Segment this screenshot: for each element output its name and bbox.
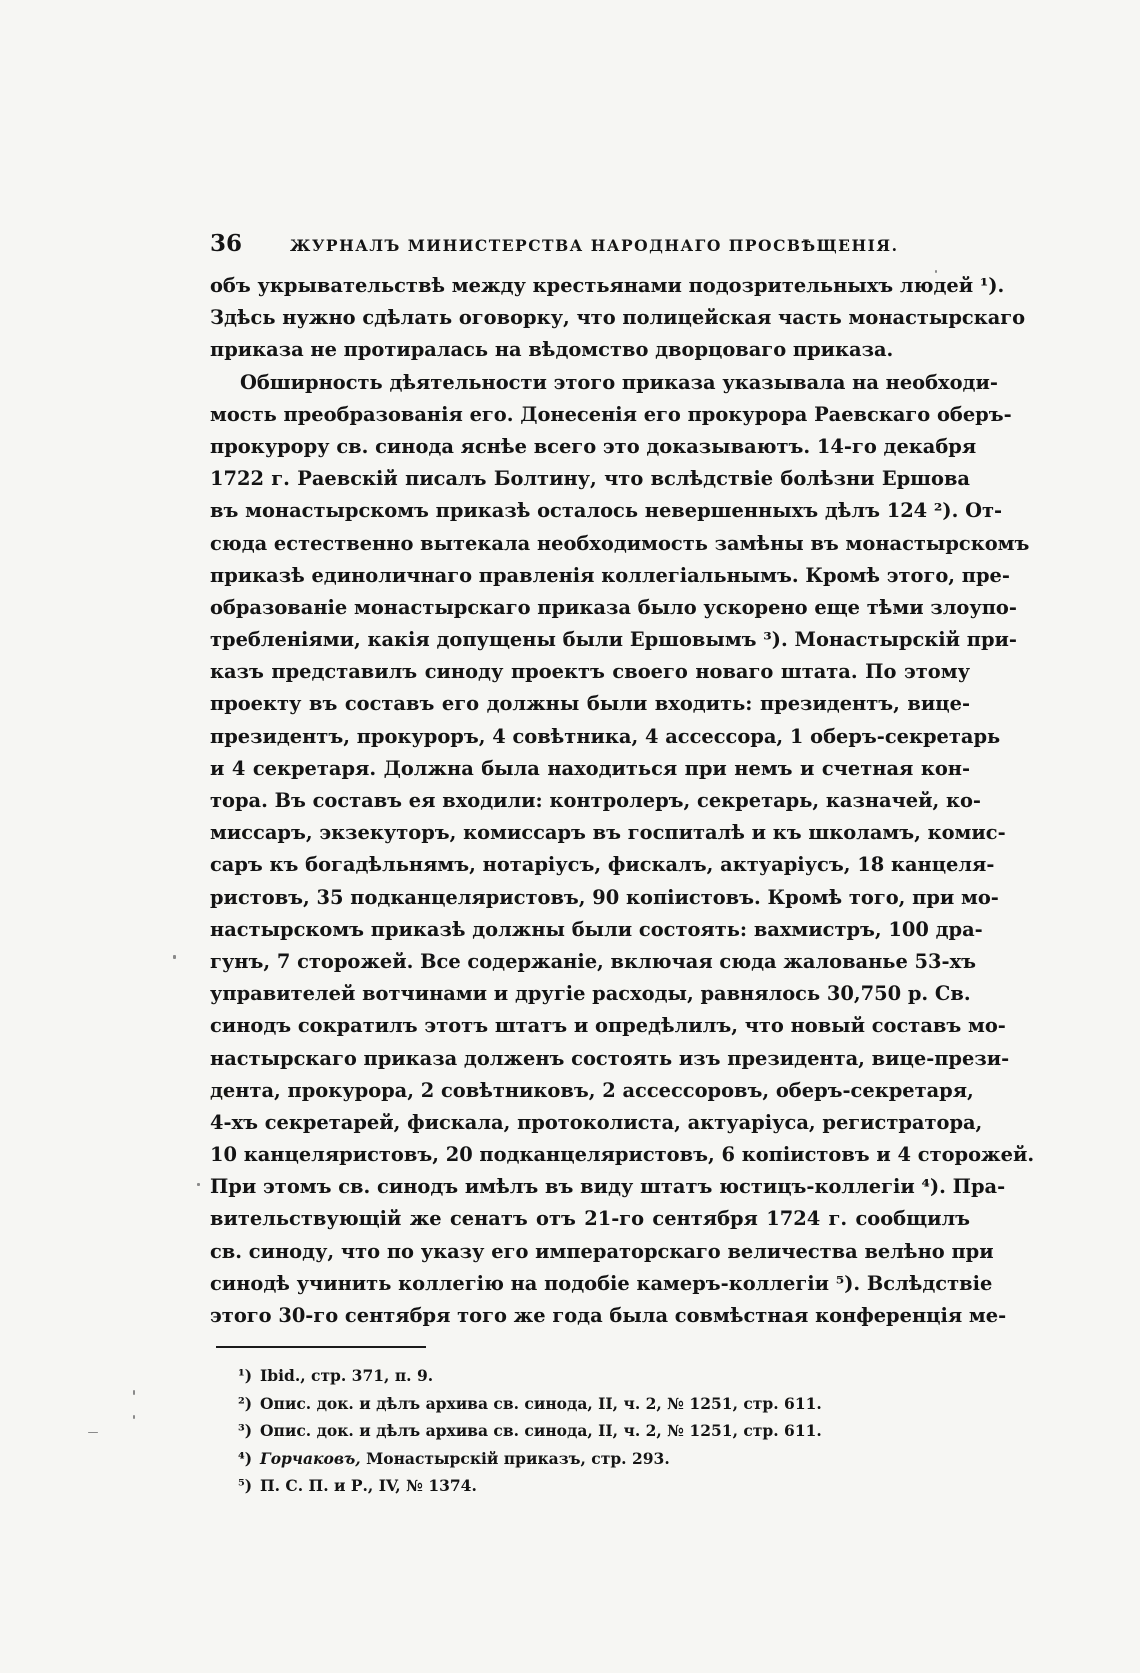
text-line: сюда естественно вытекала необходимость замѣны въ монастырскомъ xyxy=(210,531,1030,555)
text-line: саръ къ богадѣльнямъ, нотаріусъ, фискалъ, актуаріусъ, 18 канцеля- xyxy=(210,853,995,877)
text-line: настырскаго приказа долженъ состоять изъ президента, вице-прези- xyxy=(210,1046,1010,1070)
scan-speck xyxy=(935,270,937,273)
text-line: управителей вотчинами и другіе расходы, равнялось 30,750 р. Св. xyxy=(210,982,971,1006)
scan-speck xyxy=(197,1183,200,1186)
text-line: Обширность дѣятельности этого приказа указывала на необходи- xyxy=(240,370,998,394)
footnote-text: Опис. док. и дѣлъ архива св. синода, II, ч. 2, № 1251, стр. 611. xyxy=(260,1393,822,1413)
text-line: образованіе монастырскаго приказа было ускорено еще тѣми злоупо- xyxy=(210,595,1017,619)
text-line: мость преобразованія его. Донесенія его прокурора Раевскаго оберъ- xyxy=(210,402,1012,426)
footnote-author: Горчаковъ, xyxy=(260,1448,361,1468)
footnote xyxy=(238,1362,970,1390)
text-line: въ монастырскомъ приказѣ осталось невершенныхъ дѣлъ 124 ²). От- xyxy=(210,499,1003,523)
text-line: казъ представилъ синоду проектъ своего новаго штата. По этому xyxy=(210,660,970,684)
text-line: президентъ, прокуроръ, 4 совѣтника, 4 ассессора, 1 оберъ-секретарь xyxy=(210,724,1001,748)
footnotes xyxy=(238,1362,970,1500)
footnote-text: Ibid., стр. 371, п. 9. xyxy=(260,1366,434,1386)
footnote xyxy=(238,1472,970,1500)
text-line: 10 канцеляристовъ, 20 подканцеляристовъ, 6 копіистовъ и 4 сторожей. xyxy=(210,1143,1035,1167)
text-line: гунъ, 7 сторожей. Все содержаніе, включая сюда жалованье 53-хъ xyxy=(210,949,977,973)
footnote-marker: ⁵) xyxy=(238,1476,253,1496)
footnote xyxy=(238,1417,970,1445)
text-line: объ укрывательствѣ между крестьянами подозрительныхъ людей ¹). xyxy=(210,274,1005,297)
text-line: 4-хъ секретарей, фискала, протоколиста, актуаріуса, регистратора, xyxy=(210,1110,983,1134)
footnote-marker: ⁴) xyxy=(238,1448,253,1468)
scan-speck xyxy=(173,955,176,959)
footnote xyxy=(238,1445,970,1473)
text-line: Здѣсь нужно сдѣлать оговорку, что полицейская часть монастырскаго xyxy=(210,306,1026,330)
footnote xyxy=(238,1390,970,1418)
text-line: тора. Въ составъ ея входили: контролеръ, секретарь, казначей, ко- xyxy=(210,789,981,812)
scan-speck xyxy=(133,1415,135,1419)
text-line: вительствующій же сенатъ отъ 21-го сентября 1724 г. сообщилъ xyxy=(210,1207,970,1231)
body-text xyxy=(210,270,1035,1332)
footnote-text: Монастырскій приказъ, стр. 293. xyxy=(360,1448,670,1468)
text-line: синодъ сократилъ этотъ штатъ и опредѣлилъ, что новый составъ мо- xyxy=(210,1014,1006,1038)
text-line: этого 30-го сентября того же года была совмѣстная конференція ме- xyxy=(210,1304,1007,1327)
footnote-divider xyxy=(216,1346,426,1348)
page-number: 36 xyxy=(210,230,243,257)
footnote-marker: ²) xyxy=(238,1393,253,1413)
text-line: и 4 секретаря. Должна была находиться при немъ и счетная кон- xyxy=(210,756,970,780)
text-line: требленіями, какія допущены были Ершовымъ ³). Монастырскій при- xyxy=(210,628,1017,652)
footnote-marker: ³) xyxy=(238,1421,253,1441)
text-line: прокурору св. синода яснѣе всего это доказываютъ. 14-го декабря xyxy=(210,434,977,458)
scan-speck xyxy=(133,1390,135,1395)
scan-speck xyxy=(88,1432,98,1433)
footnote-text: Опис. док. и дѣлъ архива св. синода, II, ч. 2, № 1251, стр. 611. xyxy=(260,1421,822,1441)
page-content xyxy=(210,230,1035,1500)
text-line: св. синоду, что по указу его императорскаго величества велѣно при xyxy=(210,1239,994,1263)
text-line: ристовъ, 35 подканцеляристовъ, 90 копіистовъ. Кромѣ того, при мо- xyxy=(210,885,999,909)
text-line: приказа не протиралась на вѣдомство дворцоваго приказа. xyxy=(210,338,894,362)
footnote-marker: ¹) xyxy=(238,1366,253,1386)
text-line: дента, прокурора, 2 совѣтниковъ, 2 ассессоровъ, оберъ-секретаря, xyxy=(210,1078,974,1102)
running-head xyxy=(210,230,970,270)
footnote-text: П. С. П. и Р., IV, № 1374. xyxy=(260,1476,477,1496)
journal-title: ЖУРНАЛЪ МИНИСТЕРСТВА НАРОДНАГО ПРОСВѢЩЕНІЯ. xyxy=(290,236,899,255)
text-line: проекту въ составъ его должны были входить: президентъ, вице- xyxy=(210,692,970,716)
text-line: При этомъ св. синодъ имѣлъ въ виду штатъ юстицъ-коллегіи ⁴). Пра- xyxy=(210,1175,1006,1199)
text-line: приказѣ единоличнаго правленія коллегіальнымъ. Кромѣ этого, пре- xyxy=(210,563,1010,587)
text-line: настырскомъ приказѣ должны были состоять: вахмистръ, 100 дра- xyxy=(210,917,983,941)
text-line: синодѣ учинить коллегію на подобіе камеръ-коллегіи ⁵). Вслѣдствіе xyxy=(210,1271,993,1295)
text-line: миссаръ, экзекуторъ, комиссаръ въ госпиталѣ и къ школамъ, комис- xyxy=(210,821,1006,845)
text-line: 1722 г. Раевскій писалъ Болтину, что вслѣдствіе болѣзни Ершова xyxy=(210,467,970,491)
